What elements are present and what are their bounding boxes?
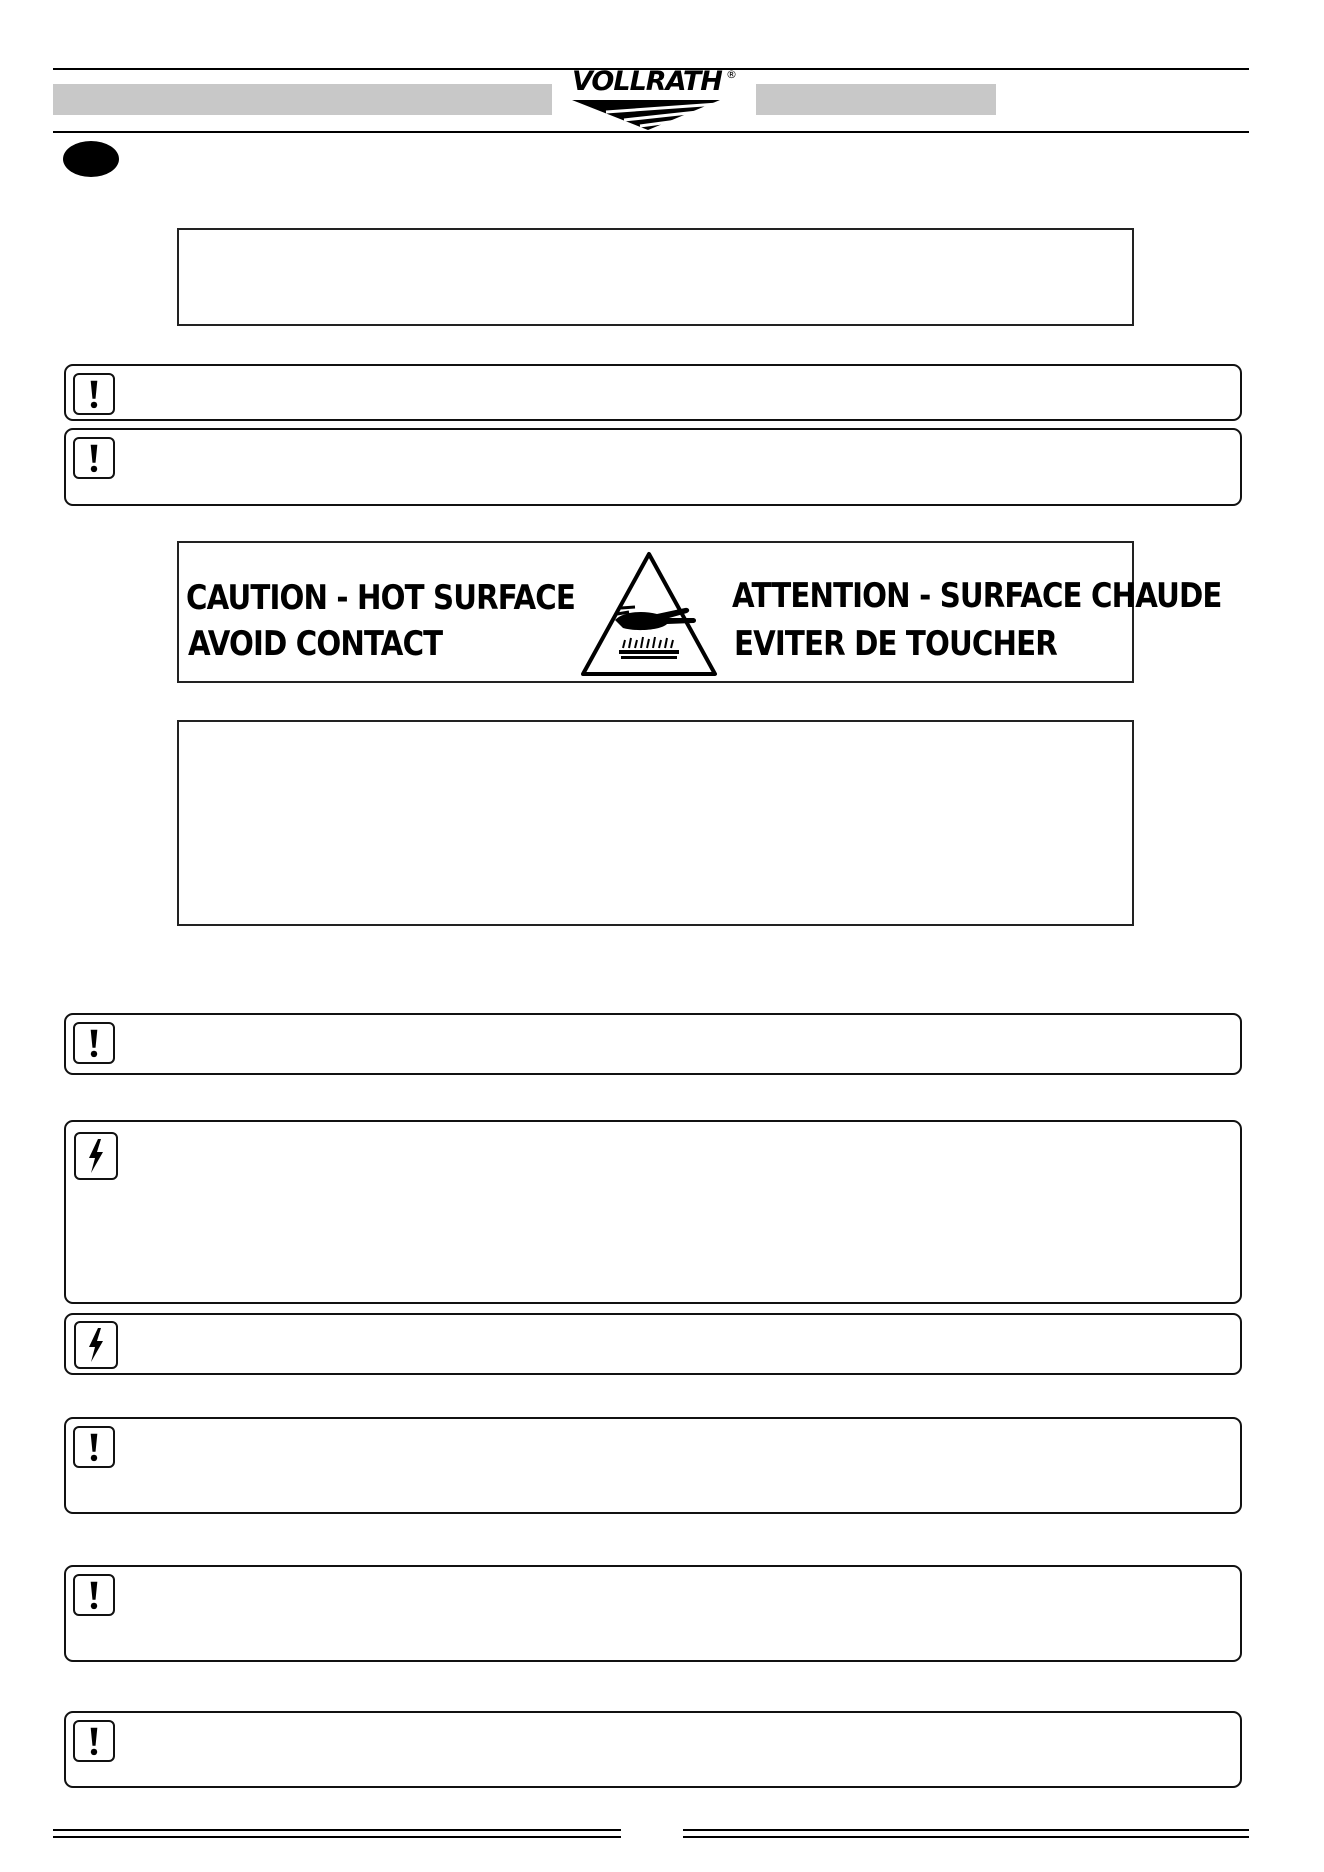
exclamation-icon	[73, 373, 115, 415]
hot-surface-hand-icon	[577, 548, 721, 680]
header-gray-bar-left	[53, 84, 552, 115]
exclamation-icon	[73, 1022, 115, 1064]
notice-box-5	[64, 1313, 1242, 1375]
footer-rule-right-1	[683, 1829, 1249, 1831]
caution-french-line-2: EVITER DE TOUCHER	[734, 624, 1057, 664]
registered-mark: ®	[726, 68, 737, 81]
notice-box-6	[64, 1417, 1242, 1514]
notice-box-8	[64, 1711, 1242, 1788]
lightning-bolt-icon	[74, 1321, 118, 1369]
brand-name: VOLLRATH	[572, 66, 722, 97]
hot-surface-label	[177, 541, 1222, 683]
exclamation-icon	[73, 1426, 115, 1468]
notice-box-1	[64, 364, 1242, 421]
caution-english-line-2: AVOID CONTACT	[188, 624, 443, 664]
footer-rule-left-1	[53, 1829, 621, 1831]
exclamation-icon	[73, 1720, 115, 1762]
footer-rule-left-2	[53, 1836, 621, 1838]
notice-box-7	[64, 1565, 1242, 1662]
exclamation-icon	[73, 437, 115, 479]
notice-box-4	[64, 1120, 1242, 1304]
notice-box-3	[64, 1013, 1242, 1075]
text-frame-middle	[177, 720, 1134, 926]
caution-english-line-1: CAUTION - HOT SURFACE	[186, 578, 575, 618]
language-badge	[63, 141, 119, 177]
brand-logo	[566, 66, 742, 132]
exclamation-icon	[73, 1574, 115, 1616]
lightning-bolt-icon	[74, 1132, 118, 1180]
footer-rule-right-2	[683, 1836, 1249, 1838]
text-frame-top	[177, 228, 1134, 326]
header-gray-bar-right	[756, 84, 996, 115]
notice-box-2	[64, 428, 1242, 506]
caution-french-line-1: ATTENTION - SURFACE CHAUDE	[732, 576, 1222, 616]
